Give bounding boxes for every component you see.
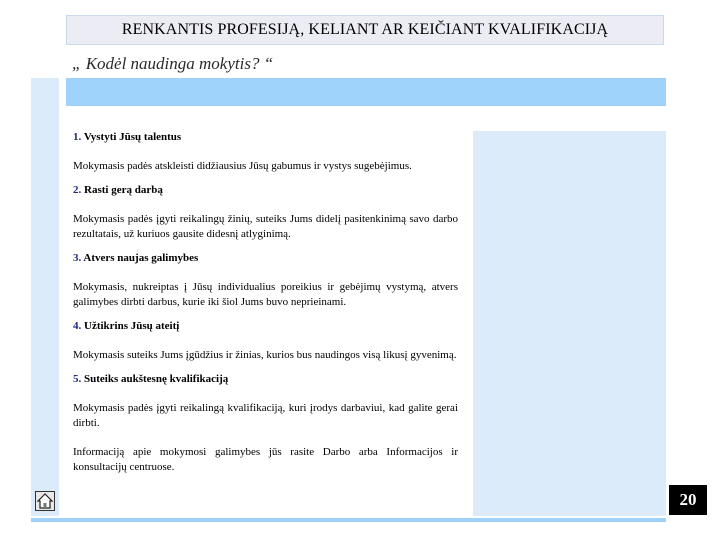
closing-text: Informaciją apie mokymosi galimybes jūs rasite Darbo arba Informacijos ir konsultacijų centruose. — [73, 446, 458, 473]
item-text: Mokymasis padės įgyti reikalingų žinių, suteiks Jums didelį pasitenkinimą savo darbo rezultatais, už kuriuos gausite didesnį atlyginimą. — [73, 213, 458, 240]
item-text: Mokymasis suteiks Jums įgūdžius ir žinias, kurios bus naudingos visą likusį gyvenimą. — [73, 349, 457, 361]
item-heading: Rasti gerą darbą — [84, 184, 163, 196]
item-heading: Suteiks aukštesnę kvalifikaciją — [84, 373, 229, 385]
content-body — [73, 130, 458, 475]
list-item: 3. Atvers naujas galimybes Mokymasis, nukreiptas į Jūsų individualius poreikius ir gebėjimų vystymą, atvers galimybes dirbti darbus, kurie iki šiol Jums buvo neprieinami. — [73, 252, 458, 308]
item-heading: Atvers naujas galimybes — [83, 252, 199, 264]
slide-title-box — [66, 15, 664, 45]
bottom-decor-line — [31, 518, 666, 522]
list-item: 5. Suteiks aukštesnę kvalifikaciją Mokymasis padės įgyti reikalingą kvalifikaciją, kuri įrodys darbaviui, kad galite gerai dirbti. — [73, 373, 458, 429]
right-decor-panel — [473, 131, 666, 516]
item-heading: Užtikrins Jūsų ateitį — [84, 320, 180, 332]
item-text: Mokymasis padės atskleisti didžiausius Jūsų gabumus ir vystys sugebėjimus. — [73, 160, 412, 172]
item-text: Mokymasis padės įgyti reikalingą kvalifikaciją, kuri įrodys darbaviui, kad galite gerai dirbti. — [73, 402, 458, 429]
slide-title: RENKANTIS PROFESIJĄ, KELIANT AR KEIČIANT KVALIFIKACIJĄ — [121, 21, 609, 38]
header-band — [66, 78, 666, 106]
item-heading: Vystyti Jūsų talentus — [83, 131, 182, 143]
item-text: Mokymasis, nukreiptas į Jūsų individualius poreikius ir gebėjimų vystymą, atvers galimybes dirbti darbus, kurie iki šiol Jums buvo neprieinami. — [73, 281, 458, 308]
list-item: 4. Užtikrins Jūsų ateitį Mokymasis suteiks Jums įgūdžius ir žinias, kurios bus naudingos visą likusį gyvenimą. — [73, 320, 457, 361]
home-icon-glyph — [36, 492, 54, 510]
left-decor-strip — [31, 78, 59, 516]
list-item: 1. Vystyti Jūsų talentus Mokymasis padės atskleisti didžiausius Jūsų gabumus ir vystys sugebėjimus. — [73, 130, 458, 174]
slide-subtitle: „ Kodėl naudinga mokytis? “ — [72, 54, 274, 73]
page-number: 20 — [669, 485, 707, 515]
home-icon[interactable] — [35, 491, 55, 511]
list-item: 2. Rasti gerą darbą Mokymasis padės įgyti reikalingų žinių, suteiks Jums didelį pasitenkinimą savo darbo rezultatais, už kuriuos gausite didesnį atlyginimą. — [73, 184, 458, 240]
